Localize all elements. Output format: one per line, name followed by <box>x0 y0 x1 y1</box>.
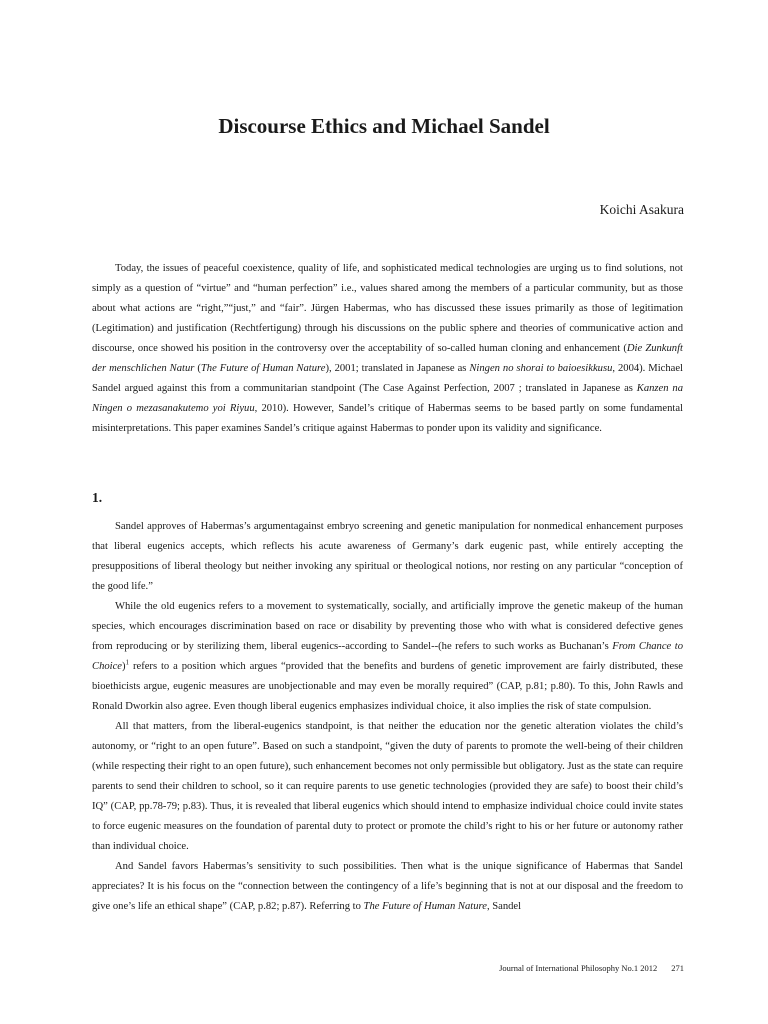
text-run: , 2004). Michael Sandel argued against this from a communitarian standpoint (The Case Against Perfection, 2007 ; translated in Japanese as <box>92 363 683 394</box>
body-paragraph: All that matters, from the liberal-eugenics standpoint, is that neither the education nor the genetic alteration violates the child’s autonomy, or “right to an open future”. Based on such a standpoint, “given the duty of parents to promote the well-being of their children (while respecting their right to an open future), such enhancement becomes not only permissible but obligatory. Just as the state can require parents to send their children to school, so it can require parents to use genetic technologies (provided they are safe) to boost their child’s IQ” (CAP, pp.78-79; p.83). Thus, it is revealed that liberal eugenics which should intend to emphasize individual choice could invite states to force eugenic measures on the foundation of parental duty to protect or promote the child’s right to his or her future or autonomy rather than individual choice. <box>92 721 683 852</box>
abstract-paragraph <box>92 259 683 439</box>
text-run: And Sandel favors Habermas’s sensitivity to such possibilities. Then what is the unique significance of Habermas that Sandel appreciates? It is his focus on the “connection between the contingency of a life’s beginning that is not at our disposal and the freedom to give one’s life an ethical shape” (CAP, p.82; p.87). Referring to <box>92 861 683 912</box>
body-paragraph <box>92 857 683 917</box>
text-run: ), 2001; translated in Japanese as <box>325 363 470 374</box>
author-name: Koichi Asakura <box>599 202 684 217</box>
footnote-marker[interactable]: 1 <box>125 658 130 667</box>
body-text <box>92 517 683 917</box>
text-run: Today, the issues of peaceful coexistence, quality of life, and sophisticated medical technologies are urging us to find solutions, not simply as a question of “virtue” and “human perfection” i.e., values shared among the members of a particular community, but as those about what actions are “right,”“just,” and “fair”. Jürgen Habermas, who has discussed these issues primarily as those of legitimation (Legitimation) and justification (Rechtfertigung) through his discussions on the public sphere and theories of communicative action and discourse, once showed his position in the controversy over the acceptability of so-called human cloning and enhancement ( <box>92 263 683 354</box>
page-number: 271 <box>671 963 684 973</box>
text-run: , 2010). However, Sandel’s critique of Habermas seems to be based partly on some fundamental misinterpretations. This paper examines Sandel’s critique against Habermas to ponder upon its validity and significance. <box>92 403 683 434</box>
body-paragraph <box>92 597 683 717</box>
abstract <box>92 259 683 439</box>
paper-title: Discourse Ethics and Michael Sandel <box>218 114 550 138</box>
italic-title: Die Zunkunft der menschlichen Natur <box>92 343 683 374</box>
text-run: While the old eugenics refers to a movement to systematically, socially, and artificially improve the genetic makeup of the human species, which encourages discrimination based on race or disability by preventing those who with what is considered defective genes from reproducing or by sterilizing them, liberal eugenics--according to Sandel--(he refers to such works as Buchanan’s <box>92 601 683 652</box>
italic-title: Kanzen na Ningen o mezasanakutemo yoi Riyuu <box>92 383 683 414</box>
text-run: ) <box>122 661 126 672</box>
text-run: , Sandel <box>486 901 522 912</box>
section-heading: 1. <box>92 490 103 505</box>
text-run: ( <box>194 363 201 374</box>
text-run: refers to a position which argues “provided that the benefits and burdens of genetic improvement are fairly distributed, these bioethicists argue, eugenic measures are unobjectionable and may even be morally required” (CAP, p.81; p.80). To this, John Rawls and Ronald Dworkin also agree. Even though liberal eugenics emphasizes individual choice, it also implies the risk of state compulsion. <box>92 661 683 712</box>
italic-title: The Future of Human Nature <box>363 901 487 912</box>
journal-name: Journal of International Philosophy No.1 2012 <box>499 963 658 973</box>
italic-title: From Chance to Choice <box>92 641 684 672</box>
page-footer <box>499 963 684 973</box>
italic-title: The Future of Human Nature <box>200 363 326 374</box>
italic-title: Ningen no shorai to baioesikkusu <box>469 363 613 374</box>
body-paragraph: Sandel approves of Habermas’s argumentagainst embryo screening and genetic manipulation for nonmedical enhancement purposes that liberal eugenics accepts, which reflects his acute awareness of Germany’s dark eugenic past, while entirely accepting the presuppositions of liberal theology but neither invoking any spiritual or theological notions, nor resting on any particular “conception of the good life.” <box>92 521 683 592</box>
